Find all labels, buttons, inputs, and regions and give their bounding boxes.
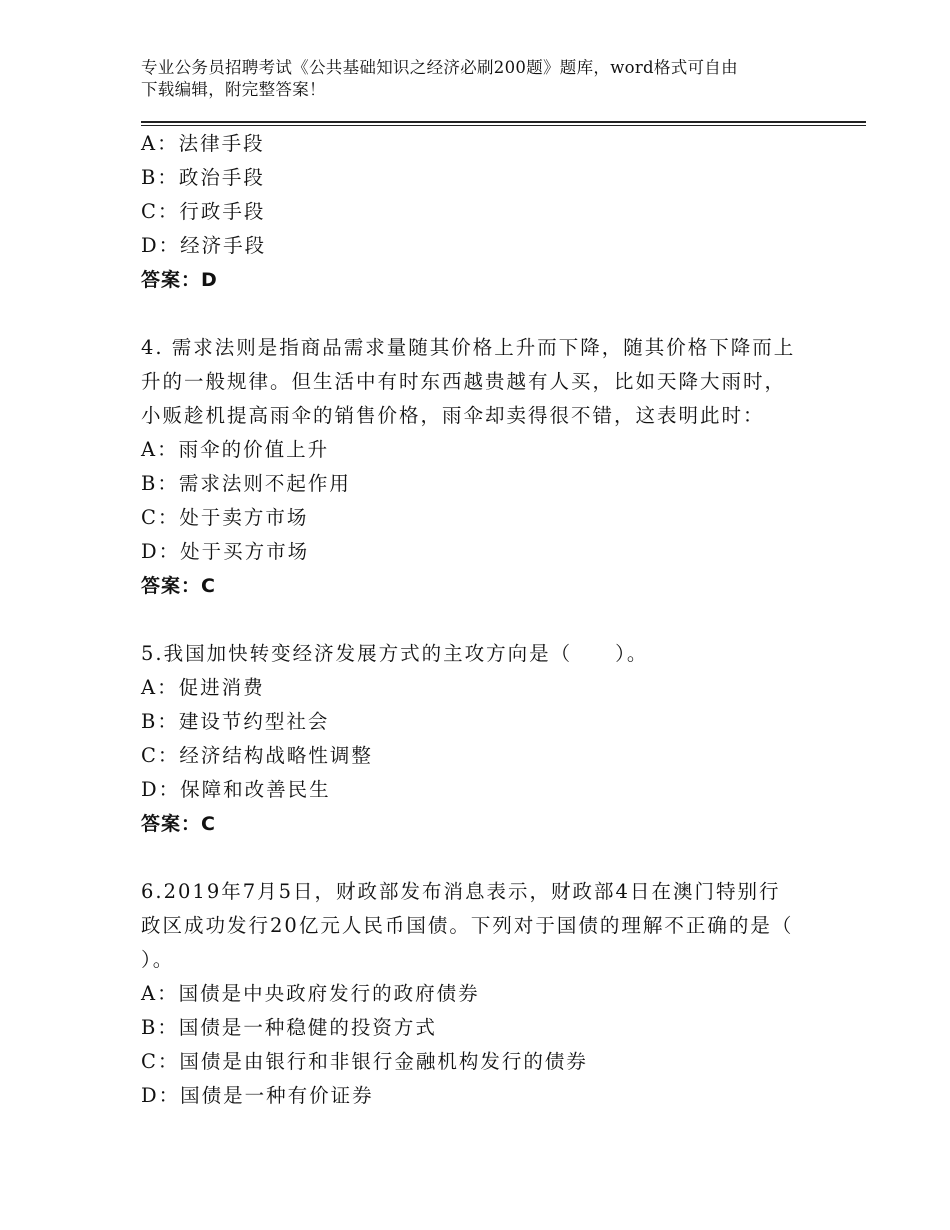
q3-option-d: D：经济手段: [141, 234, 267, 257]
q3-option-a: A：法律手段: [141, 132, 265, 155]
q4-option-b: B：需求法则不起作用: [141, 472, 351, 495]
header-line-2: 下载编辑，附完整答案！: [141, 80, 326, 99]
question-6: [141, 875, 821, 1113]
question-4: [141, 331, 821, 603]
q6-stem-line-1: 6.2019年7月5日，财政部发布消息表示，财政部4日在澳门特别行: [141, 880, 781, 903]
question-5: [141, 637, 821, 841]
spacer: [141, 297, 821, 331]
q6-option-a: A：国债是中央政府发行的政府债券: [141, 982, 480, 1005]
q6-option-d: D：国债是一种有价证券: [141, 1084, 374, 1107]
q3-answer: 答案：D: [141, 269, 218, 291]
q4-stem-line-1: 4. 需求法则是指商品需求量随其价格上升而下降，随其价格下降而上: [141, 336, 796, 359]
q5-stem-line-1: 5.我国加快转变经济发展方式的主攻方向是（ ）。: [141, 642, 649, 665]
q5-option-b: B：建设节约型社会: [141, 710, 330, 733]
q6-option-c: C：国债是由银行和非银行金融机构发行的债券: [141, 1050, 588, 1073]
q5-option-a: A：促进消费: [141, 676, 265, 699]
q4-option-c: C：处于卖方市场: [141, 506, 309, 529]
q5-option-d: D：保障和改善民生: [141, 778, 331, 801]
q4-option-d: D：处于买方市场: [141, 540, 310, 563]
q3-option-c: C：行政手段: [141, 200, 266, 223]
q4-stem-line-2: 升的一般规律。但生活中有时东西越贵越有人买，比如天降大雨时，: [141, 370, 787, 393]
q4-option-a: A：雨伞的价值上升: [141, 438, 330, 461]
q6-stem-line-3: ）。: [141, 948, 175, 971]
document-body: [141, 127, 821, 1113]
question-3: [141, 127, 821, 297]
header-line-1: 专业公务员招聘考试《公共基础知识之经济必刷200题》题库，word格式可自由: [141, 58, 738, 77]
document-header: [141, 57, 821, 101]
q6-option-b: B：国债是一种稳健的投资方式: [141, 1016, 437, 1039]
q4-answer: 答案：C: [141, 575, 216, 597]
q3-option-b: B：政治手段: [141, 166, 265, 189]
spacer: [141, 603, 821, 637]
q5-answer: 答案：C: [141, 813, 216, 835]
q4-stem-line-3: 小贩趁机提高雨伞的销售价格，雨伞却卖得很不错，这表明此时：: [141, 404, 765, 427]
header-rule-thin: [141, 125, 866, 126]
header-rule-thick: [141, 121, 866, 123]
q5-option-c: C：经济结构战略性调整: [141, 744, 373, 767]
q6-stem-line-2: 政区成功发行20亿元人民币国债。下列对于国债的理解不正确的是（: [141, 914, 794, 937]
spacer: [141, 841, 821, 875]
